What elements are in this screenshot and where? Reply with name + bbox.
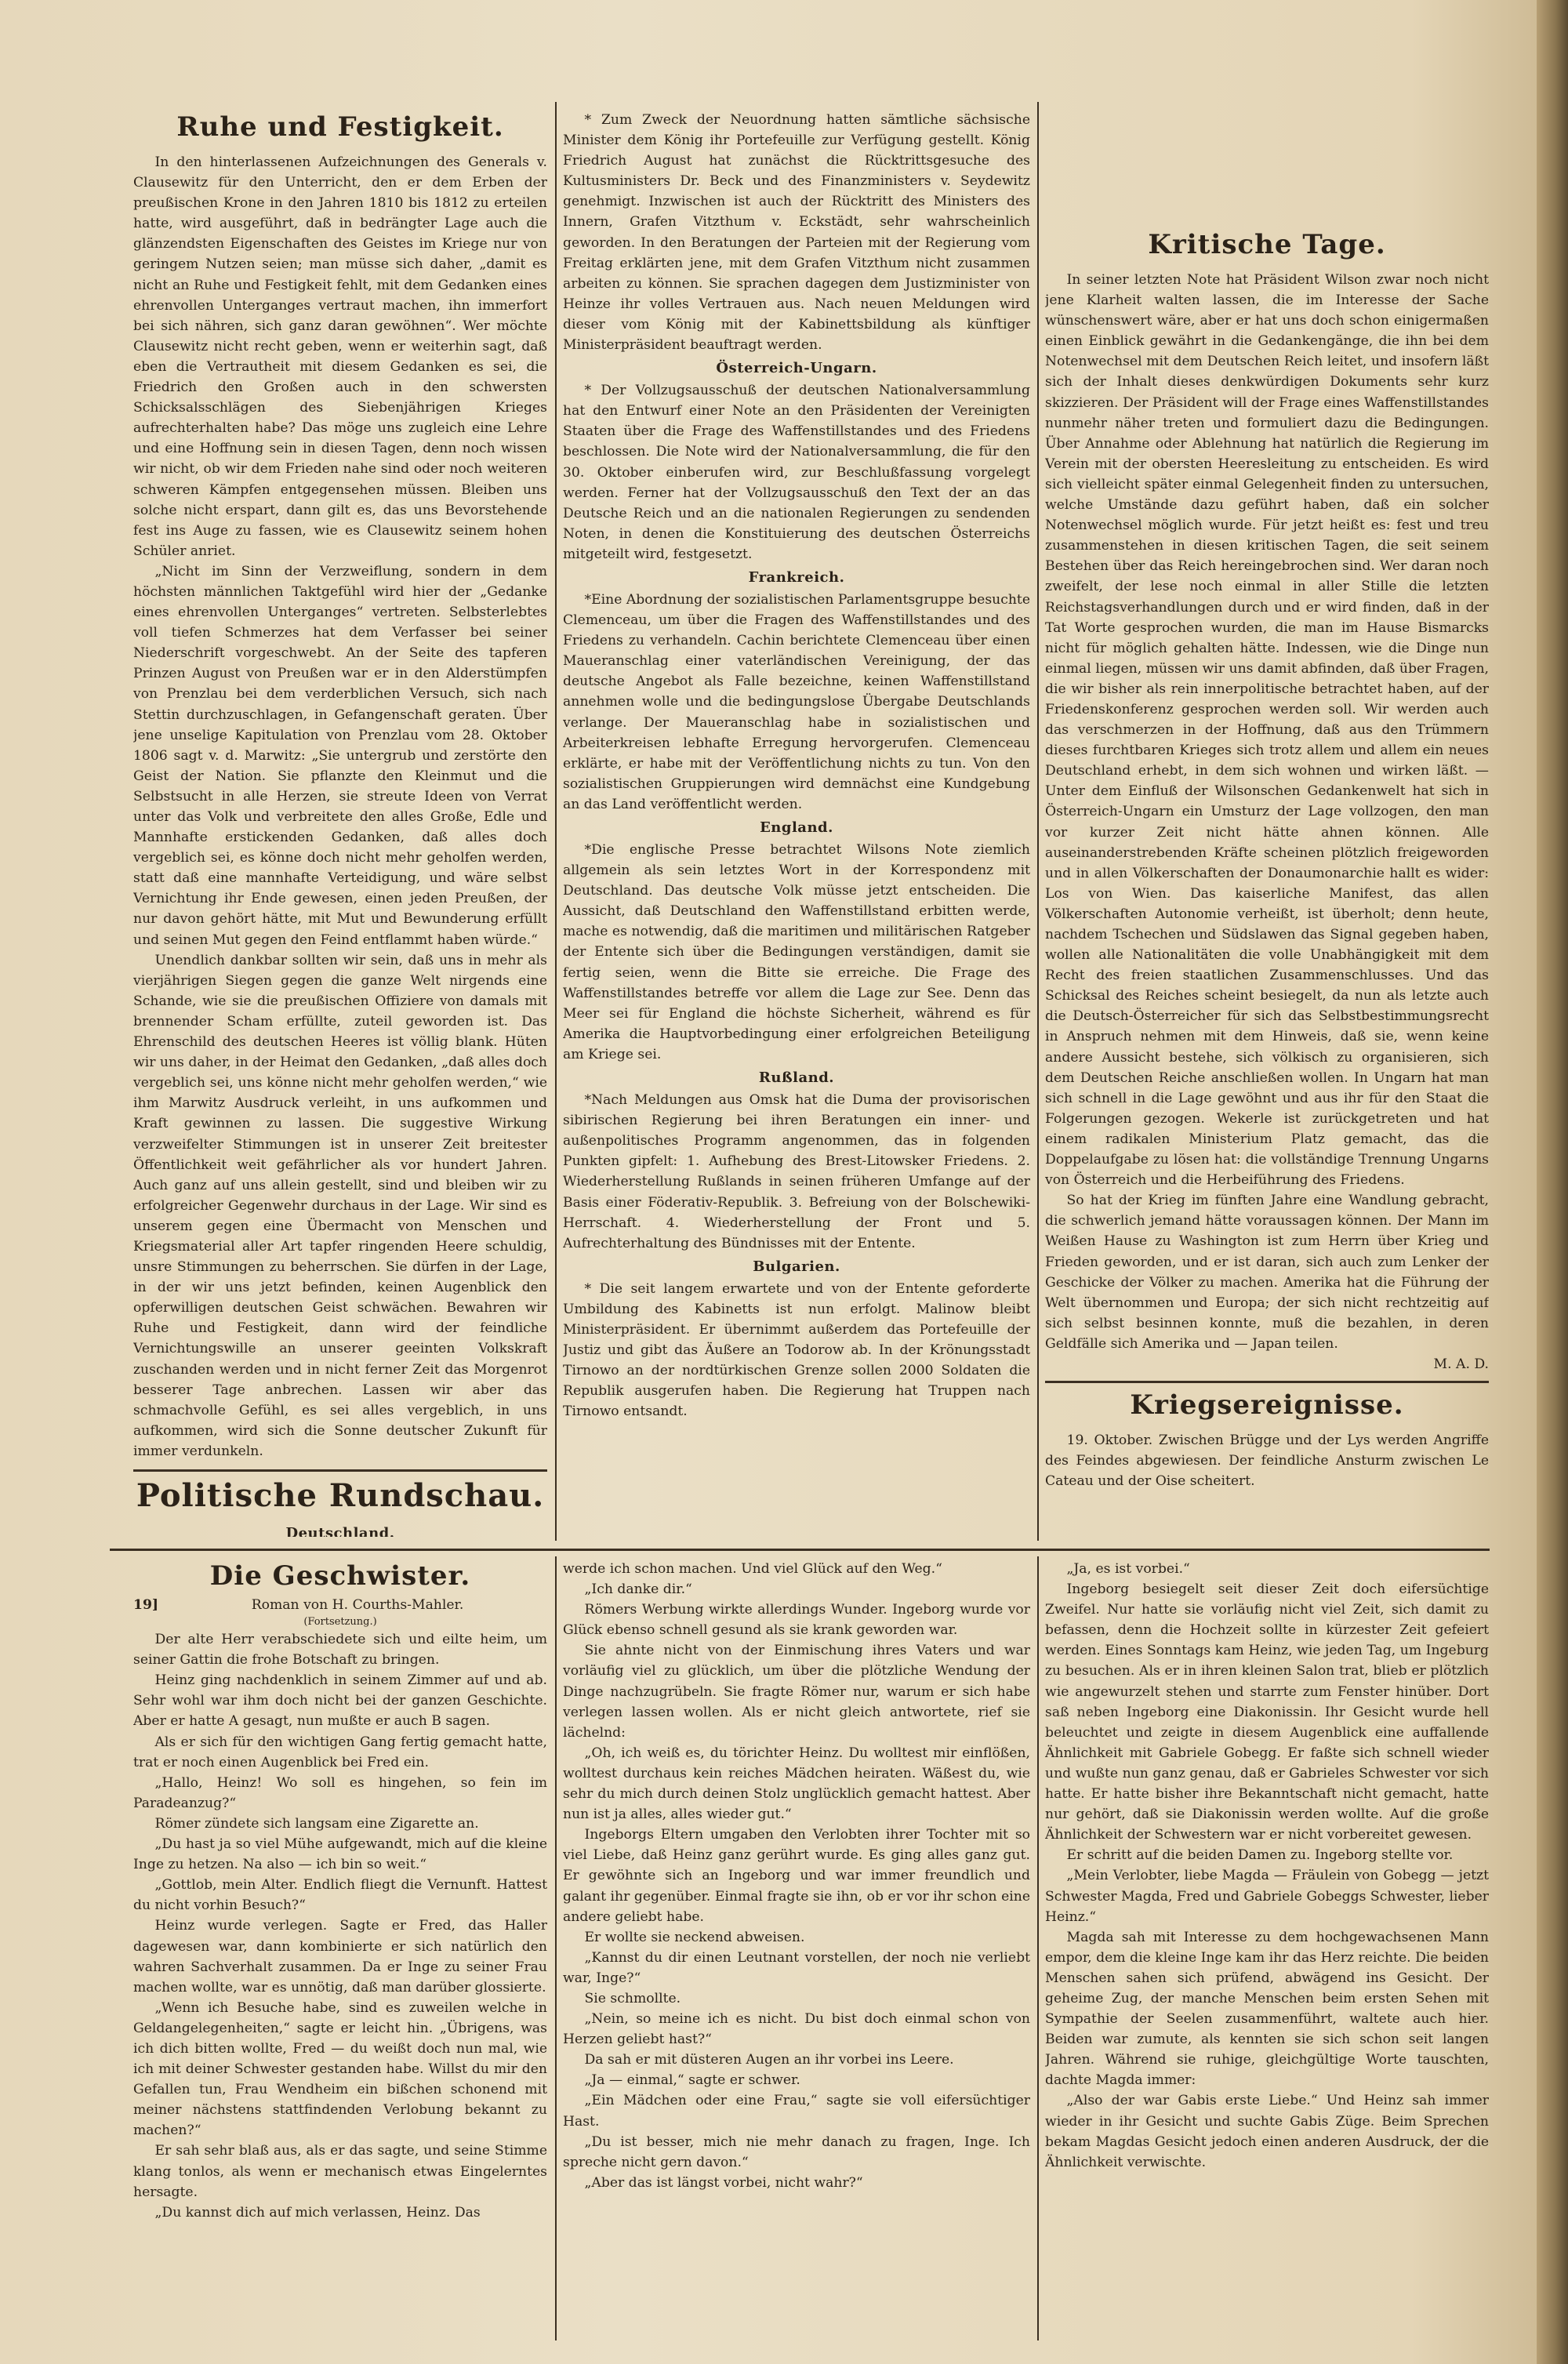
novel-paragraph: „Mein Verlobter, liebe Magda — Fräulein von Gobegg — jetzt Schwester Magda, Fred und Gabriele Gobeggs Schwester, lieber Heinz.“ [1045,1868,1489,1925]
feuilleton-divider [110,1549,1490,1551]
novel-paragraph: Da sah er mit düsteren Augen an ihr vorbei ins Leere. [584,2052,954,2068]
article-paragraph: Unendlich dankbar sollten wir sein, daß uns in mehr als vierjährigen Siegen gegen die ganze Welt nirgends eine Schande, wie sie die preußischen Offiziere von damals mit brennender Scham erfüllte, zuteil geworden ist. Das Ehrenschild des deutschen Heeres ist völlig blank. Hüten wir uns daher, in der Heimat den Gedanken, „daß alles doch vergeblich sei, uns könne nicht mehr geholfen werden,“ wie ihm Marwitz Ausdruck verleiht, in uns aufkommen und Kraft gewinnen zu lassen. Die suggestive Wirkung verzweifelter Stimmungen ist in unserer Zeit breitester Öffentlichkeit weit gefährlicher als vor hundert Jahren. Auch ganz auf uns allein gestellt, sind und bleiben wir zu erfolgreicher Gegenwehr durchaus in der Lage. Wir sind es unserem gegen eine Übermacht von Menschen und Kriegsmaterial aller Art tapfer ringenden Heere schuldig, unsre Stimmungen zu beherrschen. Sie dürfen in der Lage, in der wir uns jetzt befinden, keinen Augenblick den opferwilligen deutschen Geist schwächen. Bewahren wir Ruhe und Festigkeit, dann wird der feindliche Vernichtungswille an unserer geeinten Volkskraft zuschanden werden und in nicht ferner Zeit das Morgenrot besserer Tage anbrechen. Lassen wir aber das schmachvolle Gefühl, es sei alles vergeblich, in uns aufkommen, wird sich die Sonne deutscher Zukunft für immer verdunkeln. [133,952,547,1459]
novel-paragraph: „Ein Mädchen oder eine Frau,“ sagte sie voll eifersüchtiger Hast. [563,2093,1030,2130]
article-paragraph: In seiner letzten Note hat Präsident Wilson zwar noch nicht jene Klarheit walten lassen, die im Interesse der Sache wünschenswert wäre, aber er hat uns doch schon einigermaßen einen Einblick gewährt in die Gedankengänge, die ihn bei dem Notenwechsel mit dem Deutschen Reich leitet, und insofern läßt sich der Inhalt dieses denkwürdigen Dokuments sehr kurz skizzieren. Der Präsident will der Frage eines Waffenstillstandes nunmehr näher treten und formuliert dazu die Bedingungen. Über Annahme oder Ablehnung hat natürlich die Regierung im Verein mit der obersten Heeresleitung zu entscheiden. Es wird sich vielleicht später einmal Gelegenheit finden zu untersuchen, welche Umstände dazu geführt haben, daß ein solcher Notenwechsel möglich wurde. Für jetzt heißt es: fest und treu zusammenstehen in diesen kritischen Tagen, die seit seinem Bestehen über das Reich hereingebrochen sind. Wer daran noch zweifelt, der lese noch einmal in aller Stille die letzten Reichstagsverhandlungen durch und er wird finden, daß in der Tat Worte gesprochen wurden, die man im Hause Bismarcks nicht für möglich gehalten hätte. Indessen, wie die Dinge nun einmal liegen, müssen wir uns damit abfinden, daß über Fragen, die wir bisher als rein innerpolitische betrachtet haben, auf der Friedenskonferenz gesprochen werden soll. Wir werden auch das verschmerzen in der Hoffnung, daß aus den Trümmern dieses furchtbaren Krieges sich trotz allem und allem ein neues Deutschland erhebt, in dem sich wohnen und wirken läßt. — Unter dem Einfluß der Wilsonschen Gedankenwelt hat sich in Österreich-Ungarn ein Umsturz der Lage vollzogen, den man vor kurzer Zeit nicht hätte ahnen können. Alle auseinanderstrebenden Kräfte scheinen plötzlich freigeworden und in allen Völkerschaften der Donaumonarchie hallt es wider: Los von Wien. Das kaiserliche Manifest, das allen Völkerschaften Autonomie verheißt, ist überholt; denn heute, nachdem Tschechen und Südslawen das Signal gegeben haben, wollen alle Nationalitäten die volle Unabhängigkeit mit dem Recht des freien staatlichen Zusammenschlusses. Und das Schicksal des Reiches scheint besiegelt, da nun als letzte auch die Deutsch-Österreicher für sich das Selbstbestimmungsrecht in Anspruch nehmen mit dem Hinweis, daß sie, wenn keine andere Aussicht bestehe, sich völkisch zu organisieren, sich dem Deutschen Reiche anschließen wollen. In Ungarn hat man sich schnell in die Lage gewöhnt und aus ihr für den Staat die Folgerungen gezogen. Wekerle ist zurückgetreten und hat einem radikalen Ministerium Platz gemacht, das die Doppelaufgabe zu lösen hat: die vollständige Trennung Ungarns von Österreich und die Herbeiführung des Friedens. [1045,272,1489,1189]
subheading-oesterreich: Österreich-Ungarn. [716,360,877,377]
article-signature: M. A. D. [1433,1356,1489,1372]
novel-paragraph: werde ich schon machen. Und viel Glück auf den Weg.“ [563,1561,942,1577]
section-title-rundschau: Politische Rundschau. [136,1477,545,1514]
novel-paragraph: „Wenn ich Besuche habe, sind es zuweilen welche in Geldangelegenheiten,“ sagte er leicht hin. „Übrigens, was ich dich bitten wollte, Fred — du weißt doch nun mal, wie ich mit deiner Schwester gestanden habe. Willst du mir den Gefallen tun, Frau Wendheim ein bißchen schonend mit meiner nächstens stattfindenden Verlobung bekannt zu machen?“ [133,1999,547,2139]
column-rule [1037,102,1039,1541]
novel-paragraph: „Ja, es ist vorbei.“ [1066,1561,1190,1577]
article-paragraph: In den hinterlassenen Aufzeichnungen des Generals v. Clausewitz für den Unterricht, den er dem Erben der preußischen Krone in den Jahren 1810 bis 1812 zu erteilen hatte, wird ausgeführt, daß in bedrängter Lage auch die glänzendsten Eigenschaften des Geistes im Kriege nur von geringem Nutzen seien; man müsse sich daher, „damit es nicht an Ruhe und Festigkeit fehlt, mit dem Gedanken eines ehrenvollen Unterganges vertraut machen, ihn immerfort bei sich nähren, sich ganz daran gewöhnen“. Wer möchte Clausewitz nicht recht geben, wenn er weiterhin sagt, daß eben die Vertrautheit mit diesem Gedanken es sei, die Friedrich den Großen auch in den schwersten Schicksalsschlägen des Siebenjährigen Krieges aufrechterhalten habe? Das möge uns zugleich eine Lehre und eine Hoffnung sein in diesen Tagen, denn noch wissen wir nicht, ob wir dem Frieden nahe sind oder noch weiteren schweren Kämpfen entgegensehen müssen. Bleiben uns solche nicht erspart, dann gilt es, das uns Bevorstehende fest ins Auge zu fassen, wie es Clausewitz seinem hohen Schüler anriet. [133,154,547,559]
novel-paragraph: Heinz wurde verlegen. Sagte er Fred, das Haller dagewesen war, dann kombinierte er sich natürlich den wahren Sachverhalt zusammen. Da er Inge zu seiner Frau machen wollte, war es unnötig, daß man darüber glossierte. [133,1918,547,1995]
novel-paragraph: „Hallo, Heinz! Wo soll es hingehen, so fein im Paradeanzug?“ [133,1774,547,1811]
novel-paragraph: Magda sah mit Interesse zu dem hochgewachsenen Mann empor, dem die kleine Inge kam ihr das Herz reichte. Die beiden Menschen sahen sich prüfend, abwägend ins Gesicht. Der geheime Zug, der manche Menschen beim ersten Sehen mit Sympathie der Seelen zusammenführt, waltete auch hier. Beiden war zumute, als kennten sie sich schon seit langen Jahren. Während sie ruhige, gleichgültige Worte tauschten, dachte Magda immer: [1045,1929,1489,2089]
novel-paragraph: Er schritt auf die beiden Damen zu. Ingeborg stellte vor. [1066,1847,1454,1864]
column-rule [1037,1556,1039,2340]
novel-paragraph: Ingeborgs Eltern umgaben den Verlobten ihrer Tochter mit so viel Liebe, daß Heinz ganz gerührt wurde. Es ging alles ganz gut. Er gewöhnte sich an Ingeborg und war immer freundlich und galant ihr gegenüber. Einmal fragte sie ihn, ob er vor ihr schon eine andere geliebt habe. [563,1827,1030,1925]
novel-paragraph: „Du kannst dich auf mich verlassen, Heinz. Das [154,2204,481,2221]
section-divider [1045,1381,1489,1383]
novel-paragraph: „Aber das ist längst vorbei, nicht wahr?“ [584,2174,863,2191]
novel-paragraph: Römer zündete sich langsam eine Zigarette an. [154,1815,479,1832]
news-paragraph: *Die englische Presse betrachtet Wilsons Note ziemlich allgemein als sein letztes Wort in der Korrespondenz mit Deutschland. Das deutsche Volk müsse jetzt entscheiden. Die Aussicht, daß Deutschland den Waffenstillstand erbitten werde, mache es notwendig, daß die maritimen und militärischen Ratgeber der Entente sich über die Bedingungen verständigen, damit sie fertig seien, wenn die Bitte sie erreiche. Die Frage des Waffenstillstandes betreffe vor allem die Lage zur See. Denn das Meer sei für England die höchste Sicherheit, während es für Amerika die Hauptvorbedingung einer erfolgreichen Beteiligung am Kriege sei. [563,842,1030,1062]
page-binding [1537,0,1568,2364]
novel-paragraph: „Du hast ja so viel Mühe aufgewandt, mich auf die kleine Inge zu hetzen. Na also — ich bin so weit.“ [133,1836,547,1873]
novel-byline-row [133,1595,547,1615]
news-paragraph: 19. Oktober. Zwischen Brügge und der Lys werden Angriffe des Feindes abgewiesen. Der feindliche Ansturm zwischen Le Cateau und der Oise scheitert. [1045,1433,1489,1490]
column-2 [563,110,1030,1537]
feuilleton-column-2 [563,1559,1030,2343]
novel-paragraph: Sie schmollte. [584,1990,681,2006]
column-rule [555,1556,557,2340]
article-title-ruhe: Ruhe und Festigkeit. [176,111,504,143]
novel-paragraph: Als er sich für den wichtigen Gang fertig gemacht hatte, trat er noch einen Augenblick bei Fred ein. [133,1734,547,1770]
novel-paragraph: „Kannst du dir einen Leutnant vorstellen, der noch nie verliebt war, Inge?“ [563,1949,1030,1986]
column-rule [555,102,557,1541]
episode-number: 19] [133,1597,159,1613]
section-divider [133,1469,547,1472]
subheading-frankreich: Frankreich. [748,568,845,586]
novel-paragraph: „Du ist besser, mich nie mehr danach zu fragen, Inge. Ich spreche nicht gern davon.“ [563,2133,1030,2170]
section-title-kriegsereignisse: Kriegsereignisse. [1130,1389,1404,1422]
novel-paragraph: „Gottlob, mein Alter. Endlich fliegt die Vernunft. Hattest du nicht vorhin Besuch?“ [133,1877,547,1914]
column-3 [1045,110,1489,1537]
novel-paragraph: „Oh, ich weiß es, du törichter Heinz. Du wolltest mir einflößen, wolltest durchaus kein reiches Mädchen heiraten. Wäßest du, wie sehr du mich durch deinen Stolz unglücklich gemacht hattest. Aber nun ist ja alles, alles wieder gut.“ [563,1745,1030,1823]
novel-paragraph: „Nein, so meine ich es nicht. Du bist doch einmal schon von Herzen geliebt hast?“ [563,2011,1030,2048]
novel-paragraph: Er sah sehr blaß aus, als er das sagte, und seine Stimme klang tonlos, als wenn er mechanisch etwas Eingelerntes hersagte. [133,2143,547,2200]
news-paragraph: *Nach Meldungen aus Omsk hat die Duma der provisorischen sibirischen Regierung bei ihren Beratungen ein inner- und außenpolitisches Programm angenommen, das in folgenden Punkten gipfelt: 1. Aufhebung des Brest-Litowsker Friedens. 2. Wiederherstellung Rußlands in seinen früheren Umfange auf der Basis einer Föderativ-Republik. 3. Befreiung von der Bolschewiki-Herrschaft. 4. Wiederherstellung der Front und 5. Aufrechterhaltung des Bündnisses mit der Entente. [563,1092,1030,1251]
news-paragraph: * Zum Zweck der Neuordnung hatten sämtliche sächsische Minister dem König ihr Portefeuille zur Verfügung gestellt. König Friedrich August hat zunächst die Rücktrittsgesuche des Kultusministers Dr. Beck und des Finanzministers v. Seydewitz genehmigt. Inzwischen ist auch der Rücktritt des Ministers des Innern, Grafen Vitzthum v. Eckstädt, sehr wahrscheinlich geworden. In den Beratungen der Parteien mit der Regierung vom Freitag erklärten jene, mit dem Grafen Vitzthum nicht zusammen arbeiten zu können. Sie sprachen dagegen dem Justizminister von Heinze ihr volles Vertrauen aus. Nach neuen Meldungen wird dieser vom König mit der Kabinettsbildung als künftiger Ministerpräsident beauftragt werden. [563,112,1030,354]
novel-title: Die Geschwister. [209,1560,471,1592]
column-1 [133,110,547,1537]
news-paragraph: * Die seit langem erwartete und von der Entente geforderte Umbildung des Kabinetts ist nun erfolgt. Malinow bleibt Ministerpräsident. Er übernimmt außerdem das Portefeuille der Justiz und gibt das Äußere an Todorow ab. In der Krönungsstadt Tirnowo an der nordtürkischen Grenze sollen 2000 Soldaten die Republik ausgerufen haben. Die Regierung hat Truppen nach Tirnowo entsandt. [563,1280,1030,1420]
novel-paragraph: „Ich danke dir.“ [584,1581,692,1598]
novel-byline: Roman von H. Courths-Mahler. [251,1597,464,1613]
article-title-kritische: Kritische Tage. [1148,229,1386,260]
novel-paragraph: Heinz ging nachdenklich in seinem Zimmer auf und ab. Sehr wohl war ihm doch nicht bei der ganzen Geschichte. Aber er hatte A gesagt, nun mußte er auch B sagen. [133,1672,547,1730]
subheading-russland: Rußland. [758,1069,835,1087]
article-paragraph: „Nicht im Sinn der Verzweiflung, sondern in dem höchsten männlichen Taktgefühl wird hier der „Gedanke eines ehrenvollen Unterganges“ vertreten. Selbsterlebtes voll tiefen Schmerzes hat dem Verfasser bei seiner Niederschrift vorgeschwebt. An der Seite des tapferen Prinzen August von Preußen war er in den Alderstümpfen von Prenzlau bei dem verderblichen Versuch, sich nach Stettin durchzuschlagen, in Gefangenschaft geraten. Über jene unselige Kapitulation von Prenzlau vom 28. Oktober 1806 sagt v. d. Marwitz: „Sie untergrub und zerstörte den Geist der Nation. Sie pflanzte den Kleinmut und die Selbstsucht in alle Herzen, sie streute Ideen von Verrat unter das Volk und verbreitete den alles Große, Edle und Mannhafte erstickenden Gedanken, daß alles doch vergeblich sei, es könne doch nicht mehr geholfen werden, statt daß eine mannhafte Verteidigung, und wäre selbst Vernichtung ihr Ende gewesen, einen jeden Preußen, der nur davon gehört hätte, mit Mut und Bewunderung erfüllt und seinen Mut gegen den Feind entflammt haben würde.“ [133,563,547,948]
feuilleton-column-1 [133,1559,547,2343]
novel-paragraph: Römers Werbung wirkte allerdings Wunder. Ingeborg wurde vor Glück ebenso schnell gesund als sie krank geworden war. [563,1602,1030,1639]
novel-paragraph: Sie ahnte nicht von der Einmischung ihres Vaters und war vorläufig viel zu glücklich, um über die plötzliche Wendung der Dinge nachzugrübeln. Sie fragte Römer nur, warum er sich habe verlegen lassen wollen. Als er nicht gleich antwortete, rief sie lächelnd: [563,1643,1030,1741]
article-paragraph: So hat der Krieg im fünften Jahre eine Wandlung gebracht, die schwerlich jemand hätte voraussagen können. Der Mann im Weißen Hause zu Washington ist zum Herrn über Krieg und Frieden geworden, und er ist daran, sich auch zum Lenker der Geschicke der Völker zu machen. Amerika hat die Führung der Welt übernommen und Europa; der sich nicht rechtzeitig auf sich selbst besinnen konnte, muß die bezahlen, in deren Geldfälle sich Amerika und — Japan teilen. [1045,1193,1489,1352]
novel-paragraph: Ingeborg besiegelt seit dieser Zeit doch eifersüchtige Zweifel. Nur hatte sie vorläufig nicht viel Zeit, sich damit zu befassen, denn die Hochzeit sollte in kürzester Zeit gefeiert werden. Eines Sonntags kam Heinz, wie jeden Tag, um Ingeburg zu besuchen. Als er in ihren kleinen Salon trat, blieb er plötzlich wie angewurzelt stehen und starrte zum Fenster hinüber. Dort saß neben Ingeborg eine Diakonissin. Ihr Gesicht wurde hell beleuchtet und zeigte in diesem Augenblick eine auffallende Ähnlichkeit mit Gabriele Gobegg. Er faßte sich schnell wieder und wußte nun ganz genau, daß er Gabrieles Schwester vor sich hatte. Er hatte bisher ihre Bekanntschaft nicht gemacht, hatte nur gehört, daß sie Diakonissin werden wollte. Auf die große Ähnlichkeit der Schwestern war er nicht vorbereitet gewesen. [1045,1581,1489,1843]
subheading-england: England. [760,819,833,836]
continuation-note: (Fortsetzung.) [303,1616,377,1629]
novel-paragraph: „Ja — einmal,“ sagte er schwer. [584,2072,800,2089]
subheading-deutschland: Deutschland. [285,1525,395,1537]
feuilleton-column-3 [1045,1559,1489,2343]
novel-paragraph: „Also der war Gabis erste Liebe.“ Und Heinz sah immer wieder in ihr Gesicht und suchte Gabis Züge. Beim Sprechen bekam Magdas Gesicht jedoch einen anderen Ausdruck, der die Ähnlichkeit verwischte. [1045,2093,1489,2170]
novel-paragraph: Er wollte sie neckend abweisen. [584,1929,805,1945]
news-paragraph: * Der Vollzugsausschuß der deutschen Nationalversammlung hat den Entwurf einer Note an den Präsidenten der Vereinigten Staaten über die Frage des Waffenstillstandes und des Friedens beschlossen. Die Note wird der Nationalversammlung, die für den 30. Oktober einberufen wird, zur Beschlußfassung vorgelegt werden. Ferner hat der Vollzugsausschuß den Text der an das Deutsche Reich und an die nationalen Regierungen zu sendenden Noten, in denen die Konstituierung des deutschen Österreichs mitgeteilt wird, festgesetzt. [563,383,1030,562]
subheading-bulgarien: Bulgarien. [753,1258,840,1275]
news-paragraph: *Eine Abordnung der sozialistischen Parlamentsgruppe besuchte Clemenceau, um über die Fragen des Waffenstillstandes und des Friedens zu verhandeln. Cachin berichtete Clemenceau über einen Maueranschlag einer vaterländischen Vereinigung, der das deutsche Angebot als Falle bezeichne, keinen Waffenstillstand annehmen wolle und die bedingungslose Übergabe Deutschlands verlange. Der Maueranschlag habe in sozialistischen und Arbeiterkreisen lebhafte Erregung hervorgerufen. Clemenceau erklärte, er habe mit der Veröffentlichung nichts zu tun. Von den sozialistischen Gruppierungen wird demnächst eine Kundgebung an das Land veröffentlicht werden. [563,591,1030,812]
novel-paragraph: Der alte Herr verabschiedete sich und eilte heim, um seiner Gattin die frohe Botschaft zu bringen. [133,1632,547,1669]
